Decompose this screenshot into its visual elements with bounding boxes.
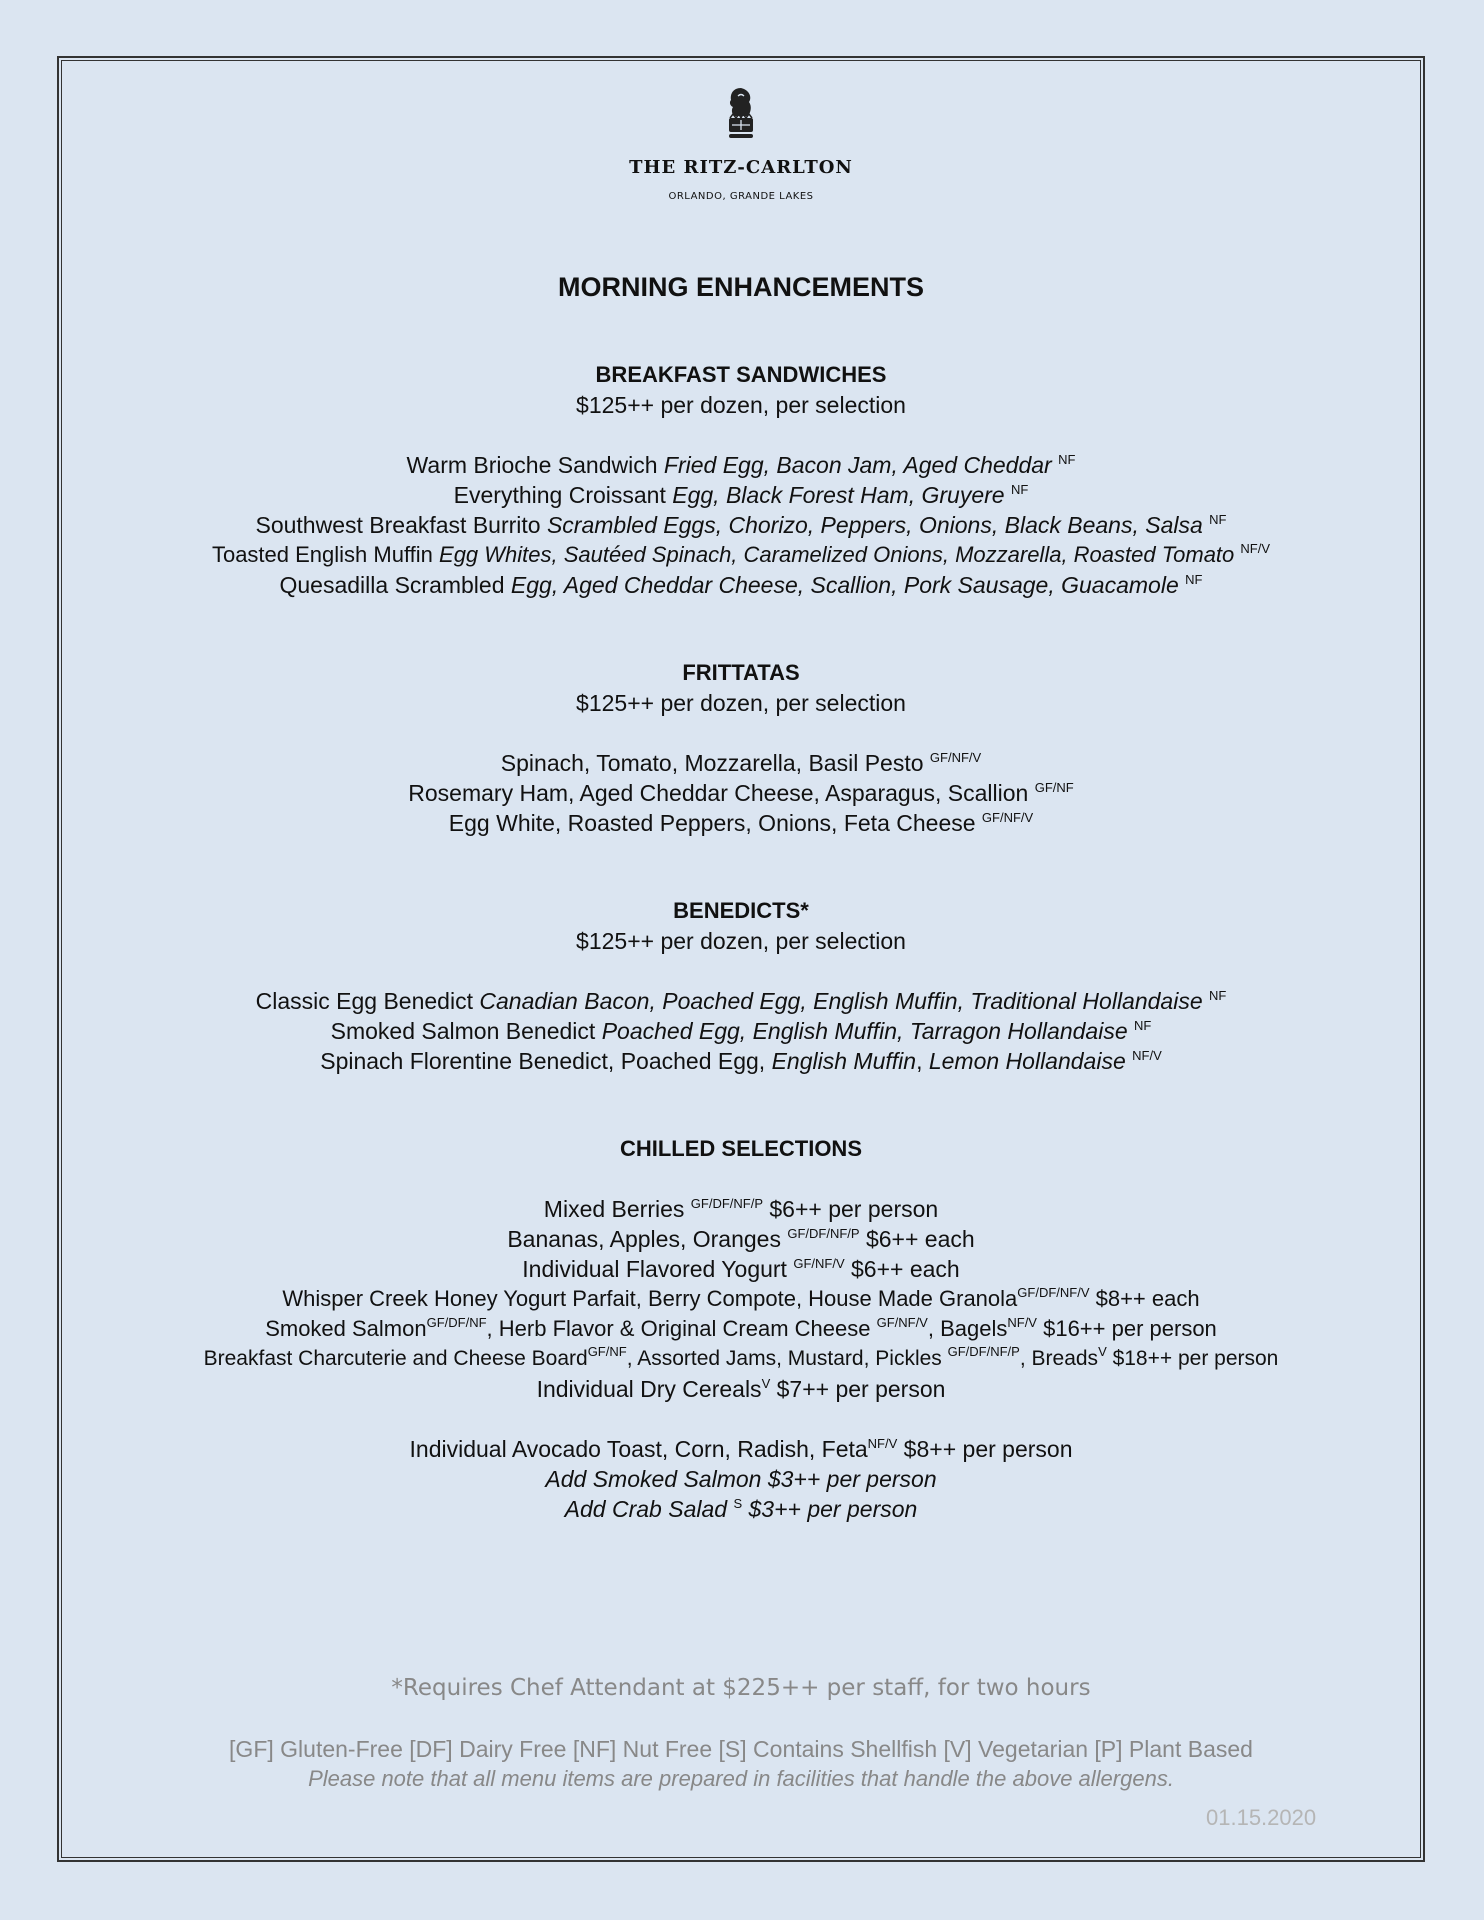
section-title: CHILLED SELECTIONS <box>619 1136 862 1161</box>
menu-item: Individual Flavored Yogurt $^{GF/NF/V}$ $6++ each <box>522 1256 960 1282</box>
section-benedicts <box>61 896 1421 1076</box>
menu-item: Bananas, Apples, Oranges $^{GF/DF/NF/P}$ $6++ each <box>507 1226 975 1252</box>
menu-item: Southwest Breakfast Burrito Scrambled Eggs, Chorizo, Peppers, Onions, Black Beans, Salsa $^{NF}$ <box>255 512 1227 538</box>
menu-item: Toasted English Muffin Egg Whites, Sautéed Spinach, Caramelized Onions, Mozzarella, Roasted Tomato $^{NF/V}$ <box>211 541 1271 567</box>
page-title: MORNING ENHANCEMENTS <box>557 272 924 302</box>
section-price: $125++ per dozen, per selection <box>576 690 906 716</box>
addon-item: Add Smoked Salmon $3++ per person <box>545 1466 937 1492</box>
section-frittatas <box>61 658 1421 838</box>
section-title: FRITTATAS <box>682 660 800 685</box>
menu-item: Individual Avocado Toast, Corn, Radish, Feta$^{NF/V}$ $8++ per person <box>409 1436 1073 1462</box>
section-title: BENEDICTS* <box>673 898 809 923</box>
menu-item: Everything Croissant Egg, Black Forest Ham, Gruyere $^{NF}$ <box>453 482 1029 508</box>
menu-item: Classic Egg Benedict Canadian Bacon, Poached Egg, English Muffin, Traditional Hollandaise $^{NF}$ <box>255 988 1227 1014</box>
brand-location: ORLANDO, GRANDE LAKES <box>668 191 814 202</box>
menu-item: Breakfast Charcuterie and Cheese Board$^{GF/NF}$, Assorted Jams, Mustard, Pickles $^{GF/DF/NF/P}$, Breads$^V$ $18++ per person <box>203 1344 1279 1370</box>
menu-date: 01.15.2020 <box>1206 1805 1317 1830</box>
chef-attendant-note: *Requires Chef Attendant at $225++ per staff, for two hours <box>391 1675 1091 1701</box>
menu-item: Individual Dry Cereals$^V$ $7++ per person <box>536 1376 946 1402</box>
lion-crown-logo <box>61 85 1421 143</box>
section-breakfast-sandwiches <box>61 360 1421 600</box>
menu-item: Quesadilla Scrambled Egg, Aged Cheddar Cheese, Scallion, Pork Sausage, Guacamole $^{NF}$ <box>279 572 1203 598</box>
section-price: $125++ per dozen, per selection <box>576 928 906 954</box>
menu-item: Spinach, Tomato, Mozzarella, Basil Pesto $^{GF/NF/V}$ <box>500 750 982 776</box>
menu-item: Smoked Salmon Benedict Poached Egg, English Muffin, Tarragon Hollandaise $^{NF}$ <box>330 1018 1152 1044</box>
menu-item: Whisper Creek Honey Yogurt Parfait, Berry Compote, House Made Granola$^{GF/DF/NF/V}$ $8++ each <box>282 1285 1200 1311</box>
section-price: $125++ per dozen, per selection <box>576 392 906 418</box>
menu-item: Warm Brioche Sandwich Fried Egg, Bacon Jam, Aged Cheddar $^{NF}$ <box>406 452 1076 478</box>
allergen-legend: [GF] Gluten-Free [DF] Dairy Free [NF] Nut Free [S] Contains Shellfish [V] Vegetarian [P] Plant Based <box>229 1736 1253 1762</box>
menu-item: Rosemary Ham, Aged Cheddar Cheese, Asparagus, Scallion $^{GF/NF}$ <box>408 780 1074 806</box>
menu-item: Mixed Berries $^{GF/DF/NF/P}$ $6++ per person <box>543 1196 939 1222</box>
allergen-disclaimer: Please note that all menu items are prepared in facilities that handle the above allergens. <box>308 1766 1174 1791</box>
brand-name: THE RITZ-CARLTON <box>629 157 853 178</box>
menu-item: Smoked Salmon$^{GF/DF/NF}$, Herb Flavor & Original Cream Cheese $^{GF/NF/V}$, Bagels$^{NF/V}$ $16++ per person <box>265 1315 1217 1341</box>
menu-page <box>61 60 1421 1858</box>
menu-item: Spinach Florentine Benedict, Poached Egg, English Muffin, Lemon Hollandaise $^{NF/V}$ <box>320 1048 1162 1074</box>
section-title: BREAKFAST SANDWICHES <box>595 362 887 387</box>
section-chilled-selections <box>61 1134 1421 1524</box>
addon-item: Add Crab Salad $^S$ $3++ per person <box>564 1496 918 1522</box>
menu-item: Egg White, Roasted Peppers, Onions, Feta Cheese $^{GF/NF/V}$ <box>448 810 1034 836</box>
